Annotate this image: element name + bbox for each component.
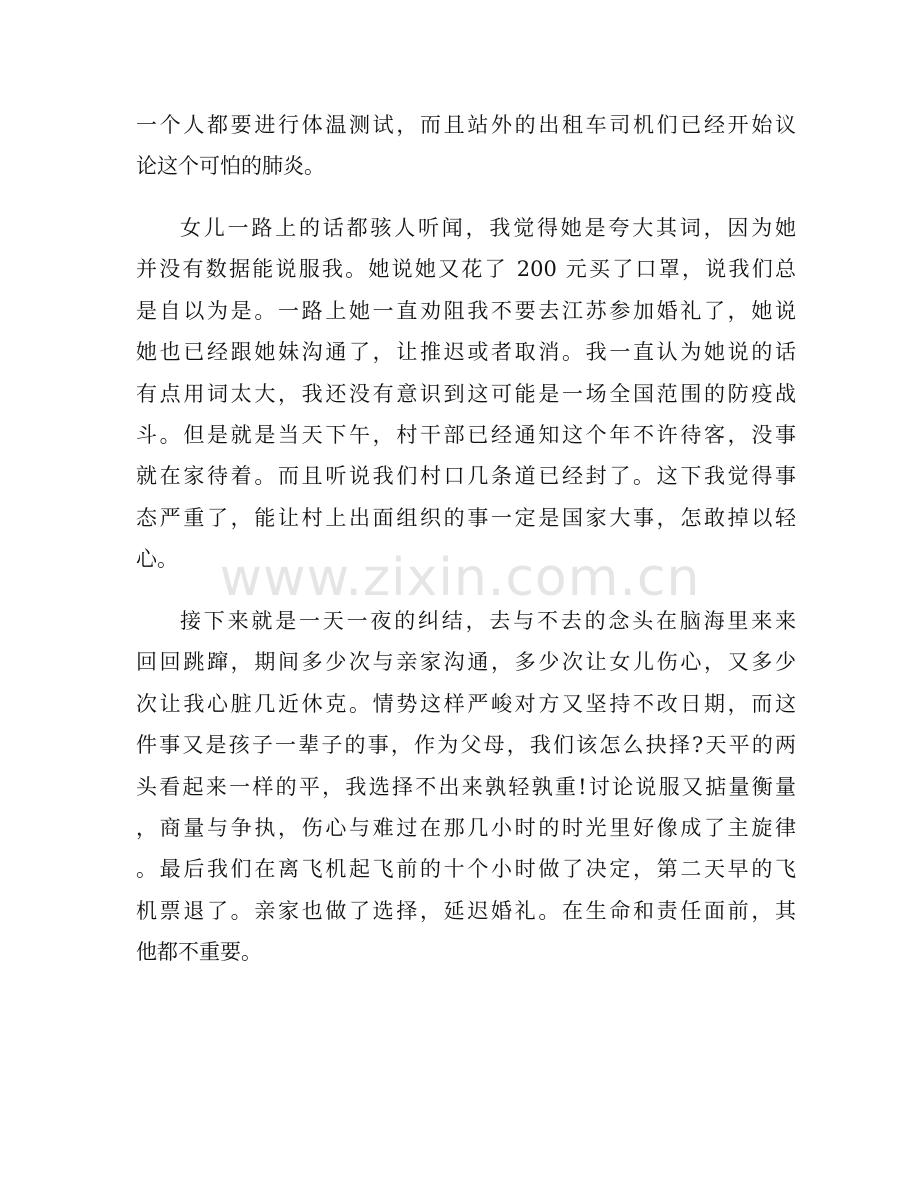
text-line: 并没有数据能说服我。她说她又花了 200 元买了口罩，说我们总 <box>136 257 796 282</box>
text-line: 一个人都要进行体温测试，而且站外的出租车司机们已经开始议 <box>136 113 796 137</box>
text-line: 件事又是孩子一辈子的事，作为父母，我们该怎么抉择?天平的两 <box>136 733 796 758</box>
text-line: 她也已经跟她妹沟通了，让推迟或者取消。我一直认为她说的话 <box>136 340 796 365</box>
text-line: 他都不重要。 <box>136 940 262 965</box>
paragraph-2 <box>136 208 796 581</box>
text-line: 回回跳蹿，期间多少次与亲家沟通，多少次让女儿伤心，又多少 <box>136 650 796 675</box>
text-line: 心。 <box>136 547 178 572</box>
text-line: 。最后我们在离飞机起飞前的十个小时做了决定，第二天早的飞 <box>136 857 796 882</box>
watermark: www.zixin.com.cn <box>219 548 701 608</box>
paragraph-1 <box>136 105 796 188</box>
text-line: 女儿一路上的话都骇人听闻，我觉得她是夸大其词，因为她 <box>180 216 796 240</box>
text-line: 次让我心脏几近休克。情势这样严峻对方又坚持不改日期，而这 <box>136 691 796 716</box>
text-line: ，商量与争执，伤心与难过在那几小时的时光里好像成了主旋律 <box>136 815 796 840</box>
paragraph-3 <box>136 601 796 974</box>
text-line: 接下来就是一天一夜的纠结，去与不去的念头在脑海里来来 <box>180 609 796 633</box>
text-line: 机票退了。亲家也做了选择，延迟婚礼。在生命和责任面前，其 <box>136 898 796 923</box>
text-line: 是自以为是。一路上她一直劝阻我不要去江苏参加婚礼了，她说 <box>136 298 796 323</box>
text-line: 斗。但是就是当天下午，村干部已经通知这个年不许待客，没事 <box>136 422 796 447</box>
text-line: 有点用词太大，我还没有意识到这可能是一场全国范围的防疫战 <box>136 381 796 406</box>
text-line: 就在家待着。而且听说我们村口几条道已经封了。这下我觉得事 <box>136 464 796 489</box>
text-line: 态严重了，能让村上出面组织的事一定是国家大事，怎敢掉以轻 <box>136 505 796 530</box>
text-line: 头看起来一样的平，我选择不出来孰轻孰重!讨论说服又掂量衡量 <box>136 774 796 799</box>
text-line: 论这个可怕的肺炎。 <box>136 154 325 179</box>
